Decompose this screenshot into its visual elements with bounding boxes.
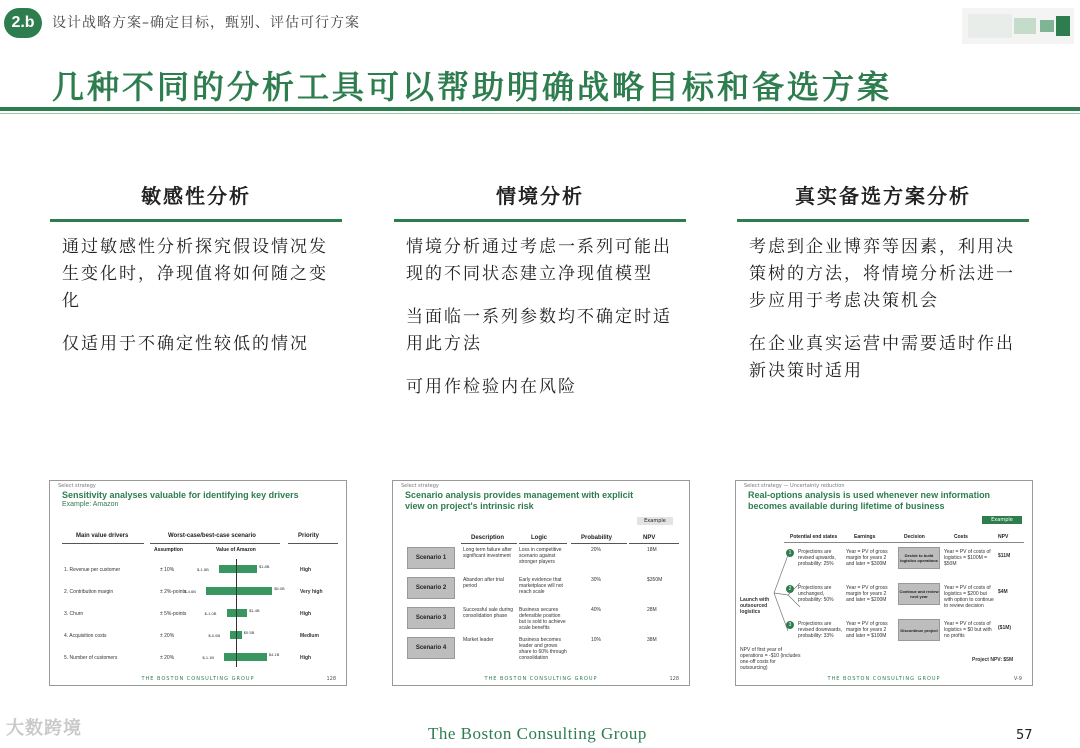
thumb-row-high: $4.1B — [268, 652, 280, 657]
thumb-row-assumption: ± 5%-points — [160, 611, 187, 617]
thumb-page: V-9 — [1013, 676, 1022, 682]
thumb-option-cost: Year = PV of costs of logistics = $200 but with option to continue to review decision — [944, 585, 994, 609]
thumb-option-npv: $4M — [998, 589, 1008, 595]
thumb-header: Priority — [298, 533, 320, 539]
thumb-scenario-label: Scenario 1 — [407, 547, 455, 569]
thumb-option-earnings: Year = PV of gross margin for years 2 and later = $100M — [846, 621, 888, 639]
thumb-rule — [62, 543, 144, 544]
thumb-header: Worst-case/best-case scenario — [168, 533, 256, 539]
thumb-small-label: Select strategy — [58, 483, 96, 489]
column-scenario — [394, 180, 686, 417]
column-paragraph: 可用作检验内在风险 — [406, 377, 577, 397]
thumb-row-priority: High — [300, 567, 312, 573]
title-rule — [0, 107, 1080, 111]
thumb-row-low: $-1.1B — [202, 655, 215, 660]
thumb-row-low: $-0.6B — [208, 633, 221, 638]
thumb-rule — [461, 543, 517, 544]
column-sensitivity — [50, 180, 342, 374]
thumb-row-priority: High — [300, 611, 312, 617]
thumb-example-tag: Example — [982, 516, 1022, 524]
thumb-scenario-desc: Abandon after trial period — [463, 577, 504, 589]
thumb-subheader: Assumption — [154, 547, 183, 553]
thumb-header: Logic — [531, 535, 547, 541]
thumb-header: NPV — [998, 534, 1009, 540]
thumb-option-number: 1 — [786, 549, 794, 557]
thumb-scenario-prob: 30% — [591, 577, 602, 583]
thumb-rule — [150, 543, 280, 544]
thumb-subtitle: Example: Amazon — [62, 501, 119, 508]
thumb-header: NPV — [643, 535, 656, 541]
thumb-header: Decision — [904, 534, 925, 540]
thumb-example-tag: Example — [637, 517, 673, 525]
thumb-row-low: $-1.8B — [197, 567, 209, 572]
thumb-axis — [236, 559, 237, 667]
thumb-option-decision: Discontinue project — [898, 619, 940, 641]
thumb-scenario-npv: 18M — [647, 547, 657, 553]
thumb-scenario-logic: Business becomes leader and grows share to 60% through consolidation — [519, 637, 567, 661]
watermark-logo: 大数跨境 — [6, 718, 82, 739]
thumb-header: Probability — [581, 535, 613, 541]
thumb-page: 128 — [669, 676, 679, 682]
column-paragraph: 在企业真实运营中需要适时作出新决策时适用 — [749, 334, 1015, 381]
thumb-option-earnings: Year = PV of gross margin for years 2 and later = $200M — [846, 585, 888, 603]
thumb-scenario-label: Scenario 3 — [407, 607, 455, 629]
thumb-header: Potential end states — [790, 534, 838, 540]
thumb-scenario-npv: 28M — [647, 607, 657, 613]
thumb-title: Scenario analysis provides management with explicit view on project's intrinsic risk — [405, 490, 634, 511]
column-rule — [50, 219, 342, 222]
title-rule-thin — [0, 113, 1080, 114]
thumb-row-low: $-4.6B — [184, 589, 196, 594]
thumb-option-number: 3 — [786, 621, 794, 629]
thumbnail-real-options-slide — [735, 480, 1033, 686]
thumb-scenario-label: Scenario 4 — [407, 637, 455, 659]
column-paragraph: 情境分析通过考虑一系列可能出现的不同状态建立净现值模型 — [406, 237, 672, 284]
thumb-row-high: $5.0B — [274, 586, 285, 591]
thumbnail-scenario-slide — [392, 480, 690, 686]
thumb-decision-tree — [736, 481, 1033, 686]
breadcrumb: 设计战略方案–确定目标，甄别、评估可行方案 — [52, 15, 360, 31]
thumb-launch-label: Launch with outsourced logistics — [740, 597, 770, 615]
decorative-logo-icon — [962, 8, 1074, 44]
column-paragraph: 通过敏感性分析探究假设情况发生变化时，净现值将如何随之变化 — [62, 237, 328, 311]
thumb-scenario-desc: Long term failure after significant investment — [463, 547, 512, 559]
thumb-scenario-npv: 38M — [647, 637, 657, 643]
thumb-option-decision: Decide to build logistics operations — [898, 547, 940, 569]
thumb-scenario-desc: Market leader — [463, 637, 494, 643]
bcg-logo: The Boston Consulting Group — [428, 724, 647, 743]
column-rule — [394, 219, 686, 222]
page-number: 57 — [1016, 728, 1033, 743]
thumb-row-assumption: ± 20% — [160, 655, 175, 661]
thumb-row-high: $1.8B — [259, 564, 270, 569]
thumb-row-assumption: ± 20% — [160, 633, 175, 639]
thumb-option-state: Projections are unchanged, probability: 50% — [798, 585, 834, 603]
thumb-header: Earnings — [854, 534, 876, 540]
thumb-scenario-npv: $350M — [647, 577, 663, 583]
thumb-footer: THE BOSTON CONSULTING GROUP — [827, 676, 941, 682]
thumb-option-npv: $11M — [998, 553, 1011, 559]
thumb-row-bar — [224, 653, 267, 661]
thumb-header: Costs — [954, 534, 968, 540]
thumb-row-high: $1.4B — [249, 608, 260, 613]
thumb-row-priority: Very high — [300, 589, 323, 595]
thumb-title: Real-options analysis is used whenever new information becomes available during lifetime of business — [748, 490, 991, 511]
thumb-project-npv: Project NPV: $5M — [972, 657, 1014, 663]
column-heading: 真实备选方案分析 — [795, 184, 971, 208]
thumb-footer: THE BOSTON CONSULTING GROUP — [141, 676, 255, 682]
thumb-rule — [519, 543, 567, 544]
thumb-row-driver: 5. Number of customers — [64, 655, 118, 661]
column-paragraph: 当面临一系列参数均不确定时适用此方法 — [406, 307, 672, 354]
thumb-row-driver: 2. Contribution margin — [64, 589, 114, 595]
column-real-options — [737, 180, 1029, 401]
thumb-row-assumption: ± 10% — [160, 567, 175, 573]
thumb-footer: THE BOSTON CONSULTING GROUP — [484, 676, 598, 682]
thumb-scenario-prob: 10% — [591, 637, 602, 643]
thumb-row-high: $0.5B — [243, 630, 255, 635]
thumb-scenario-logic: Early evidence that marketplace will not reach scale — [519, 577, 563, 595]
thumb-npv-note: NPV of first year of operations = -$10 (includes one-off costs for outsourcing) — [740, 647, 801, 671]
thumb-row-driver: 3. Churn — [64, 611, 84, 617]
thumb-scenario-prob: 20% — [591, 547, 602, 553]
thumb-header: Main value drivers — [76, 533, 129, 539]
thumb-option-decision: Continue and review next year — [898, 583, 940, 605]
thumb-option-npv: ($1M) — [998, 625, 1012, 631]
thumb-header: Description — [471, 535, 505, 541]
thumb-row-priority: High — [300, 655, 312, 661]
thumb-option-cost: Year = PV of costs of logistics = $100M = $50M — [944, 549, 991, 567]
thumb-row-driver: 4. Acquisition costs — [64, 633, 107, 639]
column-rule — [737, 219, 1029, 222]
thumb-small-label: Select strategy — [401, 483, 439, 489]
thumb-row-bar — [206, 587, 272, 595]
thumb-option-state: Projections are revised upwards, probability: 25% — [798, 549, 836, 567]
thumb-small-label: Select strategy — Uncertainty reduction — [744, 483, 845, 489]
thumb-row-assumption: ± 2%-points — [160, 589, 187, 595]
thumb-row-priority: Medium — [300, 633, 319, 639]
thumb-row-driver: 1. Revenue per customer — [64, 567, 121, 573]
thumb-row-bar — [219, 565, 257, 573]
thumb-option-earnings: Year = PV of gross margin for years 2 and later = $300M — [846, 549, 888, 567]
column-heading: 敏感性分析 — [141, 184, 251, 208]
thumb-scenario-prob: 40% — [591, 607, 602, 613]
thumb-option-cost: Year = PV of costs of logistics = $0 but with no profits — [944, 621, 992, 639]
column-paragraph: 考虑到企业博弈等因素，利用决策树的方法，将情境分析法进一步应用于考虑决策机会 — [749, 237, 1015, 311]
column-heading: 情境分析 — [496, 184, 584, 208]
thumb-rule — [629, 543, 679, 544]
thumb-option-number: 2 — [786, 585, 794, 593]
section-badge: 2.b — [4, 8, 42, 38]
thumbnail-sensitivity-slide — [49, 480, 347, 686]
thumb-option-state: Projections are revised downwards, probability: 33% — [798, 621, 843, 639]
page-title: 几种不同的分析工具可以帮助明确战略目标和备选方案 — [52, 68, 893, 106]
thumb-rule — [571, 543, 627, 544]
column-paragraph: 仅适用于不确定性较低的情况 — [62, 334, 309, 354]
thumb-scenario-logic: Loss in competitive scenario against stronger players — [519, 547, 562, 565]
thumb-page: 128 — [326, 676, 336, 682]
thumb-scenario-desc: Successful sale during consolidation phase — [463, 607, 514, 619]
thumb-rule — [288, 543, 338, 544]
thumb-subheader: Value of Amazon — [216, 547, 256, 553]
thumb-row-low: $-1.0B — [204, 611, 217, 616]
thumb-title: Sensitivity analyses valuable for identifying key drivers — [62, 490, 299, 500]
thumb-scenario-logic: Business secures defensible position but is sold to achieve scale benefits — [519, 607, 566, 631]
thumb-scenario-label: Scenario 2 — [407, 577, 455, 599]
